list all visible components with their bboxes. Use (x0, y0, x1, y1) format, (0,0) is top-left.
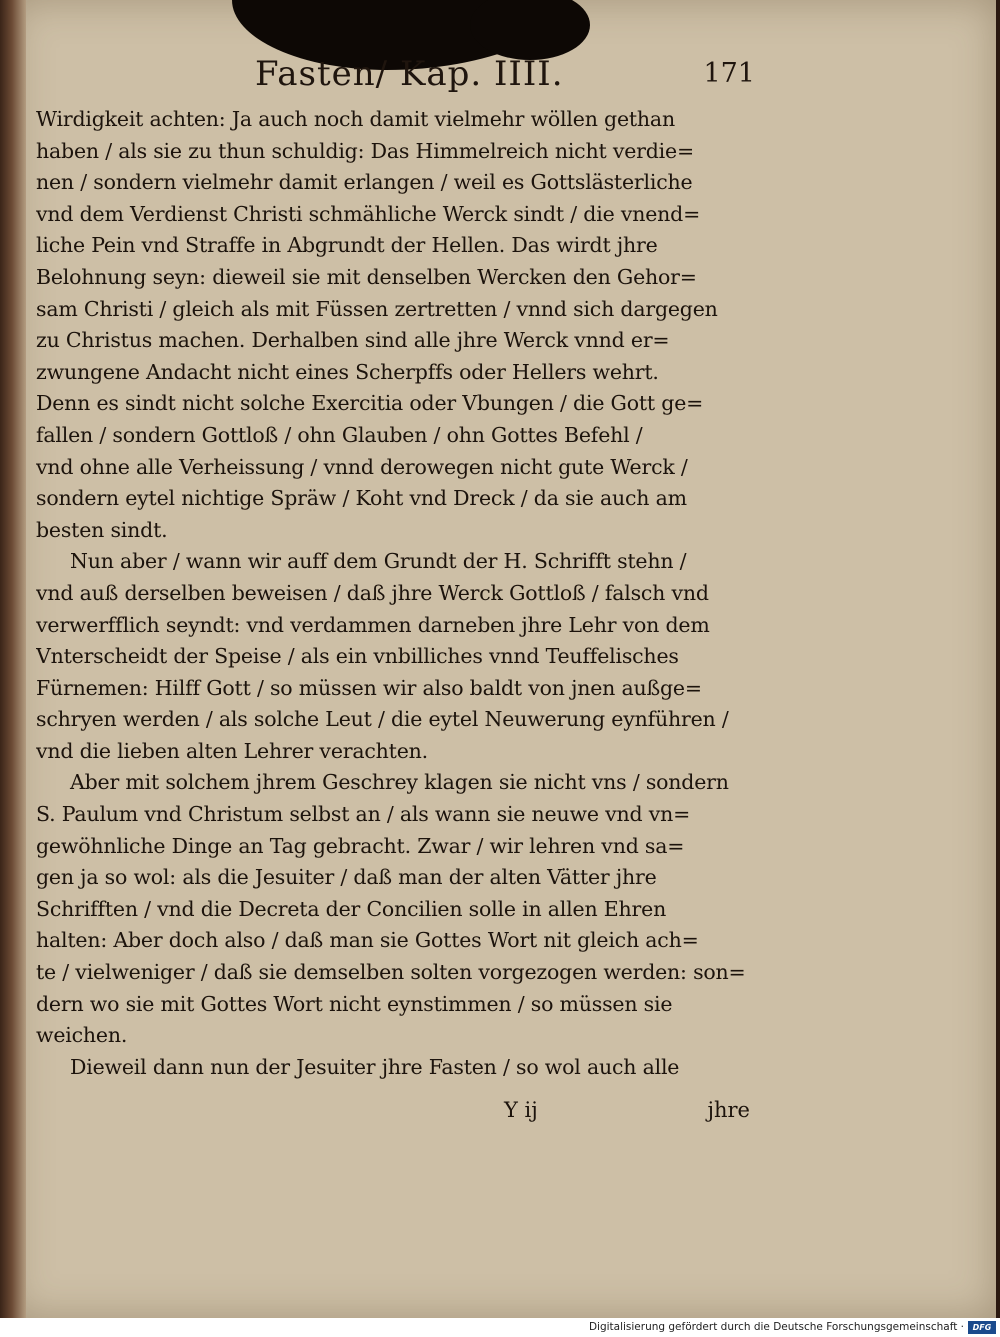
text-line: Vnterscheidt der Speise / als ein vnbilliches vnnd Teuffelisches (36, 644, 679, 669)
catchword: jhre (707, 1098, 750, 1122)
text-line: zwungene Andacht nicht eines Scherpffs oder Hellers wehrt. (36, 359, 659, 384)
funding-credit: Digitalisierung gefördert durch die Deutsche Forschungsgemeinschaft · (588, 1321, 964, 1333)
text-line: Denn es sindt nicht solche Exercitia oder Vbungen / die Gott ge= (36, 391, 704, 416)
running-head: Fasten/ Kap. IIII. (255, 54, 564, 94)
page-number: 171 (703, 58, 755, 89)
text-line: Belohnung seyn: dieweil sie mit denselben Wercken den Gehor= (36, 264, 697, 289)
text-block (36, 104, 758, 1083)
text-line: Schrifften / vnd die Decreta der Concilien solle in allen Ehren (36, 896, 667, 921)
text-line: fallen / sondern Gottloß / ohn Glauben / ohn Gottes Befehl / (36, 422, 643, 447)
text-line: halten: Aber doch also / daß man sie Gottes Wort nit gleich ach= (36, 928, 699, 953)
text-line: vnd ohne alle Verheissung / vnnd derowegen nicht gute Werck / (36, 454, 688, 479)
text-line: besten sindt. (36, 517, 168, 542)
credit-bar (0, 1318, 1000, 1337)
text-line: nen / sondern vielmehr damit erlangen / weil es Gottslästerliche (36, 170, 693, 195)
text-line: Fürnemen: Hilff Gott / so müssen wir also baldt von jnen außge= (36, 675, 702, 700)
text-line: sondern eytel nichtige Spräw / Koht vnd Dreck / da sie auch am (36, 486, 687, 511)
dfg-logo-icon: DFG (968, 1321, 996, 1334)
text-line: Nun aber / wann wir auff dem Grundt der H. Schrifft stehn / (70, 549, 687, 574)
text-line: weichen. (36, 1023, 128, 1048)
page-footer (36, 1098, 758, 1132)
text-line: Dieweil dann nun der Jesuiter jhre Fasten / so wol auch alle (70, 1054, 680, 1079)
text-line: haben / als sie zu thun schuldig: Das Himmelreich nicht verdie= (36, 138, 694, 163)
text-line: te / vielweniger / daß sie demselben solten vorgezogen werden: son= (36, 960, 746, 985)
signature-mark: Y ij (504, 1098, 538, 1122)
text-line: Aber mit solchem jhrem Geschrey klagen sie nicht vns / sondern (70, 770, 729, 795)
text-line: vnd dem Verdienst Christi schmähliche Werck sindt / die vnend= (36, 201, 701, 226)
text-line: dern wo sie mit Gottes Wort nicht eynstimmen / so müssen sie (36, 991, 673, 1016)
text-line: vnd die lieben alten Lehrer verachten. (36, 738, 428, 763)
text-line: vnd auß derselben beweisen / daß jhre Werck Gottloß / falsch vnd (36, 580, 709, 605)
binding-edge (0, 0, 26, 1318)
text-line: Wirdigkeit achten: Ja auch noch damit vielmehr wöllen gethan (36, 107, 675, 131)
text-line: verwerfflich seyndt: vnd verdammen darneben jhre Lehr von dem (36, 612, 710, 637)
page-header (255, 54, 755, 100)
text-line: zu Christus machen. Derhalben sind alle jhre Werck vnnd er= (36, 328, 670, 353)
text-line: gen ja so wol: als die Jesuiter / daß man der alten Vätter jhre (36, 865, 657, 890)
text-line: S. Paulum vnd Christum selbst an / als wann sie neuwe vnd vn= (36, 802, 691, 827)
text-line: liche Pein vnd Straffe in Abgrundt der Hellen. Das wirdt jhre (36, 233, 658, 258)
text-line: gewöhnliche Dinge an Tag gebracht. Zwar / wir lehren vnd sa= (36, 833, 685, 858)
text-line: schryen werden / als solche Leut / die eytel Neuwerung eynführen / (36, 707, 729, 732)
text-line: sam Christi / gleich als mit Füssen zertretten / vnnd sich dargegen (36, 296, 718, 321)
